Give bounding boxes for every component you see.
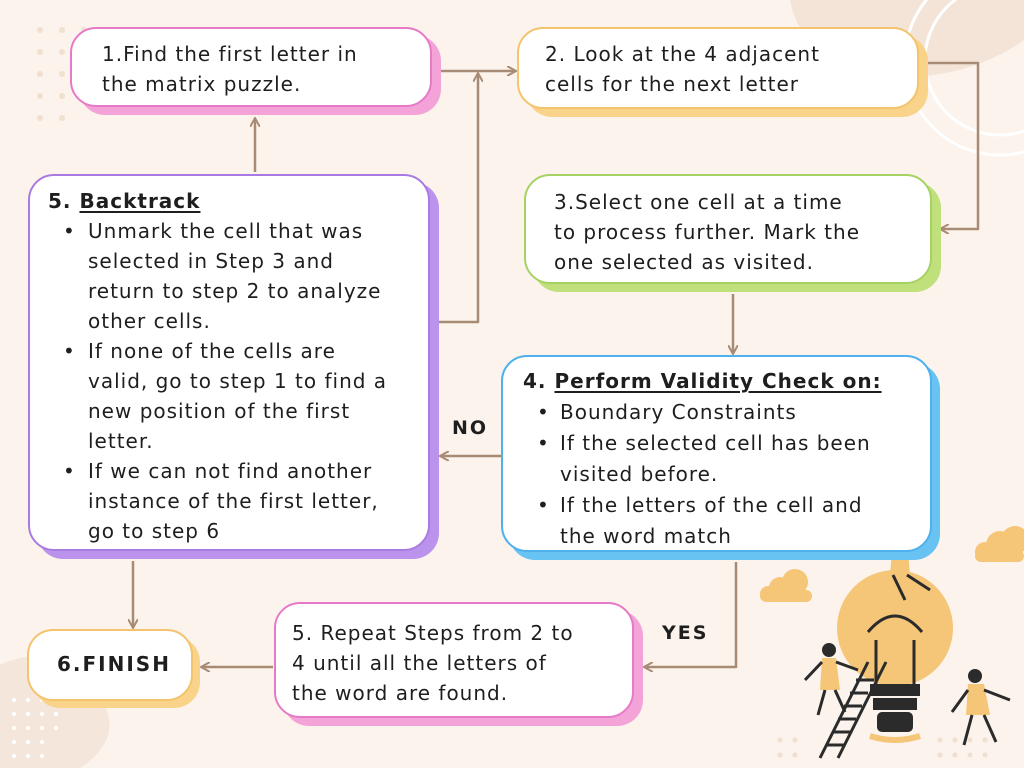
bullet-icon: • <box>537 400 550 424</box>
step1-text: 1.Find the first letter in the matrix puzzle. <box>102 42 358 96</box>
edge-label-no: NO <box>452 417 489 439</box>
repeat-text: 5. Repeat Steps from 2 to 4 until all the letters of the word are found. <box>292 621 574 705</box>
bullet-icon: • <box>63 219 76 243</box>
bullet-icon: • <box>537 493 550 517</box>
step3-text: 3.Select one cell at a time to process further. Mark the one selected as visited. <box>554 190 861 274</box>
list-item: • If the selected cell has been visited before. <box>523 428 930 490</box>
repeat-box <box>274 602 634 718</box>
backtrack-box <box>28 174 430 551</box>
list-item: • Unmark the cell that was selected in Step 3 and return to step 2 to analyze other cells. <box>48 216 428 336</box>
step2-text: 2. Look at the 4 adjacent cells for the next letter <box>545 42 820 96</box>
backtrack-heading-title: Backtrack <box>79 189 201 213</box>
step3-box <box>524 174 932 284</box>
step4-heading-title: Perform Validity Check on: <box>554 369 882 393</box>
list-item: • If none of the cells are valid, go to step 1 to find a new position of the first letter. <box>48 336 428 456</box>
backtrack-heading <box>48 186 428 216</box>
finish-text: 6.FINISH <box>57 652 171 676</box>
backtrack-bullet-list <box>48 216 428 546</box>
step4-heading <box>523 366 930 397</box>
step4-bullet-list <box>523 397 930 552</box>
bullet-icon: • <box>537 431 550 455</box>
backtrack-heading-number: 5. <box>48 189 72 213</box>
step4-heading-number: 4. <box>523 369 547 393</box>
bullet-icon: • <box>63 339 76 363</box>
list-item: • If the letters of the cell and the word match <box>523 490 930 552</box>
step4-box <box>501 355 932 552</box>
list-item: • If we can not find another instance of the first letter, go to step 6 <box>48 456 428 546</box>
step1-box <box>70 27 432 107</box>
finish-box <box>27 629 193 701</box>
list-item: • Boundary Constraints <box>523 397 930 428</box>
edge-label-yes: YES <box>662 622 709 644</box>
bullet-icon: • <box>63 459 76 483</box>
light-bulb-icon <box>837 570 953 740</box>
step2-box <box>517 27 919 109</box>
